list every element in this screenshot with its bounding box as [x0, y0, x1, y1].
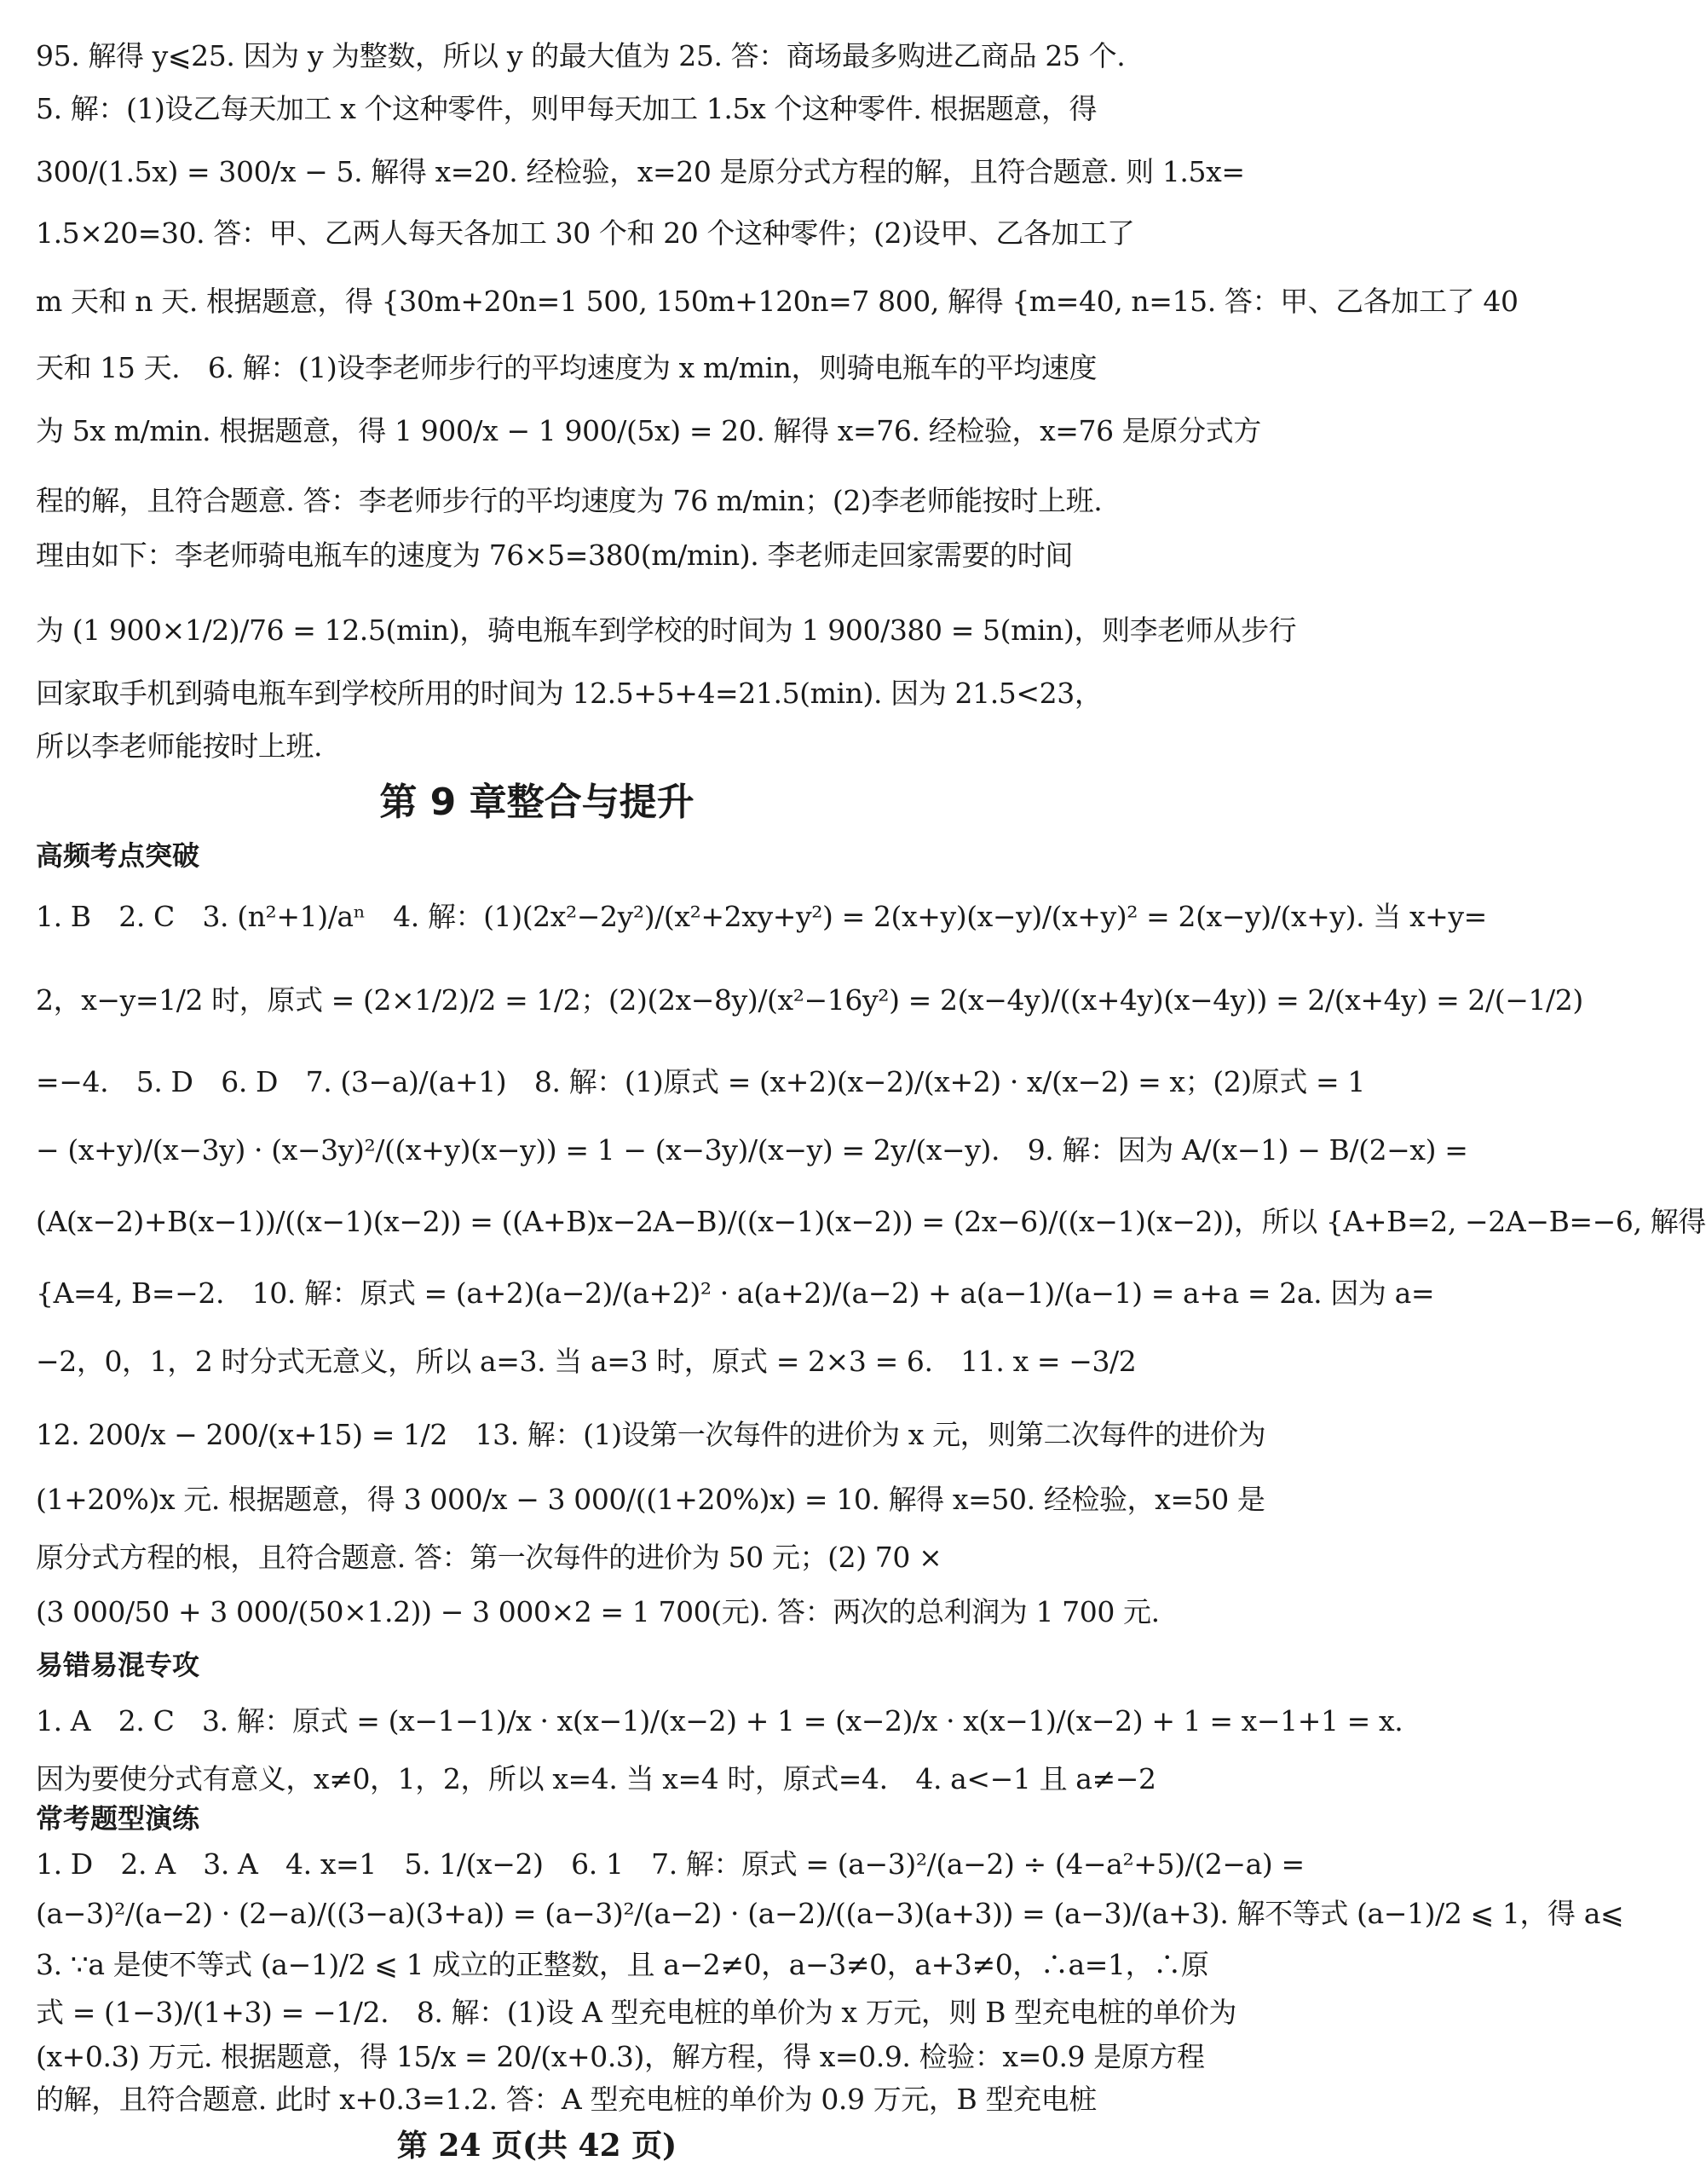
- text-line: 为 5x m/min. 根据题意，得 1 900/x − 1 900/(5x) = 20. 解得 x=76. 经检验，x=76 是原分式方: [36, 414, 1261, 447]
- text-line: (a−3)²/(a−2) · (2−a)/((3−a)(3+a)) = (a−3)²/(a−2) · (a−2)/((a−3)(a+3)) = (a−3)/(a+3). 解不等式 (a−1)/2 ⩽ 1，得 a⩽: [36, 1897, 1624, 1930]
- text-line: 回家取手机到骑电瓶车到学校所用的时间为 12.5+5+4=21.5(min). 因为 21.5<23，: [36, 677, 1103, 710]
- section-heading-common-types: 常考题型演练: [36, 1802, 200, 1835]
- text-line: 的解，且符合题意. 此时 x+0.3=1.2. 答：A 型充电桩的单价为 0.9 万元，B 型充电桩: [36, 2083, 1097, 2116]
- text-line: 1. D 2. A 3. A 4. x=1 5. 1/(x−2) 6. 1 7. 解：原式 = (a−3)²/(a−2) ÷ (4−a²+5)/(2−a) =: [36, 1847, 1305, 1881]
- text-line: 原分式方程的根，且符合题意. 答：第一次每件的进价为 50 元；(2) 70 ×: [36, 1541, 942, 1574]
- page-footer: 第 24 页(共 42 页): [396, 2128, 677, 2164]
- text-line: 5. 解：(1)设乙每天加工 x 个这种零件，则甲每天加工 1.5x 个这种零件. 根据题意，得: [36, 92, 1098, 125]
- text-line: 1.5×20=30. 答：甲、乙两人每天各加工 30 个和 20 个这种零件；(2)设甲、乙各加工了: [36, 216, 1135, 250]
- chapter-title: 第 9 章整合与提升: [379, 781, 695, 824]
- text-line: (A(x−2)+B(x−1))/((x−1)(x−2)) = ((A+B)x−2A−B)/((x−1)(x−2)) = (2x−6)/((x−1)(x−2))，所以 {A+B=2, −2A−B=−6, 解得: [36, 1205, 1706, 1238]
- text-line: =−4. 5. D 6. D 7. (3−a)/(a+1) 8. 解：(1)原式 = (x+2)(x−2)/(x+2) · x/(x−2) = x；(2)原式 = 1: [36, 1065, 1365, 1098]
- text-line: (1+20%)x 元. 根据题意，得 3 000/x − 3 000/((1+20%)x) = 10. 解得 x=50. 经检验，x=50 是: [36, 1483, 1265, 1516]
- text-line: 12. 200/x − 200/(x+15) = 1/2 13. 解：(1)设第一次每件的进价为 x 元，则第二次每件的进价为: [36, 1418, 1266, 1451]
- text-line: 理由如下：李老师骑电瓶车的速度为 76×5=380(m/min). 李老师走回家需要的时间: [36, 539, 1074, 572]
- text-line: 1. B 2. C 3. (n²+1)/aⁿ 4. 解：(1)(2x²−2y²)/(x²+2xy+y²) = 2(x+y)(x−y)/(x+y)² = 2(x−y)/(x+y). 当 x+y=: [36, 900, 1487, 933]
- text-line: 式 = (1−3)/(1+3) = −1/2. 8. 解：(1)设 A 型充电桩的单价为 x 万元，则 B 型充电桩的单价为: [36, 1996, 1236, 2029]
- text-line: 程的解，且符合题意. 答：李老师步行的平均速度为 76 m/min；(2)李老师能按时上班.: [36, 484, 1103, 517]
- text-line: m 天和 n 天. 根据题意，得 {30m+20n=1 500, 150m+120n=7 800, 解得 {m=40, n=15. 答：甲、乙各加工了 40: [36, 285, 1519, 318]
- text-line: 为 (1 900×1/2)/76 = 12.5(min)，骑电瓶车到学校的时间为 1 900/380 = 5(min)，则李老师从步行: [36, 614, 1297, 647]
- section-heading-high-frequency: 高频考点突破: [36, 839, 200, 872]
- section-heading-error-prone: 易错易混专攻: [36, 1649, 200, 1681]
- text-line: (3 000/50 + 3 000/(50×1.2)) − 3 000×2 = 1 700(元). 答：两次的总利润为 1 700 元.: [36, 1595, 1160, 1628]
- text-line: 2，x−y=1/2 时，原式 = (2×1/2)/2 = 1/2；(2)(2x−8y)/(x²−16y²) = 2(x−4y)/((x+4y)(x−4y)) = 2/(x+4y) = 2/(−1/2): [36, 983, 1583, 1017]
- text-line: 3. ∵a 是使不等式 (a−1)/2 ⩽ 1 成立的正整数，且 a−2≠0，a−3≠0，a+3≠0，∴a=1，∴原: [36, 1948, 1209, 1981]
- text-line: 所以李老师能按时上班.: [36, 729, 323, 763]
- text-line: (x+0.3) 万元. 根据题意，得 15/x = 20/(x+0.3)，解方程，得 x=0.9. 检验：x=0.9 是原方程: [36, 2040, 1205, 2073]
- text-line: − (x+y)/(x−3y) · (x−3y)²/((x+y)(x−y)) = 1 − (x−3y)/(x−y) = 2y/(x−y). 9. 解：因为 A/(x−1) − B/(2−x) =: [36, 1133, 1468, 1167]
- text-line: −2，0，1，2 时分式无意义，所以 a=3. 当 a=3 时，原式 = 2×3 = 6. 11. x = −3/2: [36, 1345, 1137, 1378]
- text-line: 95. 解得 y⩽25. 因为 y 为整数，所以 y 的最大值为 25. 答：商场最多购进乙商品 25 个.: [36, 39, 1126, 72]
- text-line: 300/(1.5x) = 300/x − 5. 解得 x=20. 经检验，x=20 是原分式方程的解，且符合题意. 则 1.5x=: [36, 155, 1245, 188]
- text-line: 1. A 2. C 3. 解：原式 = (x−1−1)/x · x(x−1)/(x−2) + 1 = (x−2)/x · x(x−1)/(x−2) + 1 = x−1+1 = x.: [36, 1704, 1403, 1737]
- text-line: 因为要使分式有意义，x≠0，1，2，所以 x=4. 当 x=4 时，原式=4. 4. a<−1 且 a≠−2: [36, 1762, 1156, 1795]
- text-line: 天和 15 天. 6. 解：(1)设李老师步行的平均速度为 x m/min，则骑电瓶车的平均速度: [36, 351, 1098, 384]
- text-line: {A=4, B=−2. 10. 解：原式 = (a+2)(a−2)/(a+2)² · a(a+2)/(a−2) + a(a−1)/(a−1) = a+a = 2a. 因为 a=: [36, 1276, 1435, 1310]
